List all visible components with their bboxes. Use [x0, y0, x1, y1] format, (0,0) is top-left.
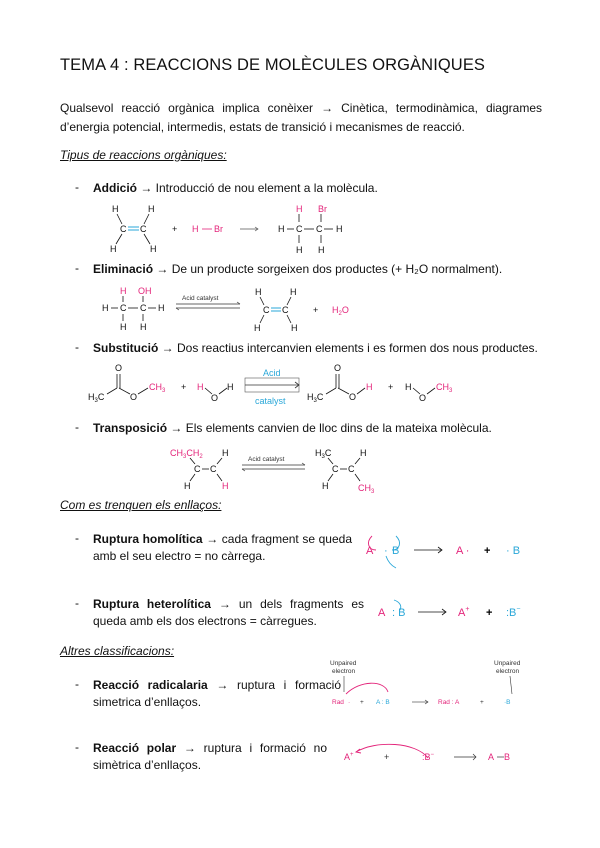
section-heading-types: Tipus de reaccions orgàniques:: [60, 148, 227, 162]
svg-text:O: O: [115, 363, 123, 373]
page-title: TEMA 4 : REACCIONS DE MOLÈCULES ORGÀNIQUES: [60, 56, 486, 74]
svg-text:H: H: [296, 204, 303, 214]
svg-text:+: +: [388, 382, 394, 392]
reaction-term: Reacció radicalaria: [93, 678, 208, 692]
reaction-term: Reacció polar: [93, 741, 177, 755]
acid-catalyst-label: Acid catalyst: [182, 295, 219, 302]
substitution-diagram: [85, 360, 475, 410]
reaction-desc: → ruptura i formació simetrica d’enllaços.: [93, 678, 341, 709]
svg-text:OH: OH: [138, 286, 152, 296]
svg-text:H: H: [227, 382, 234, 392]
svg-text:H: H: [291, 323, 298, 333]
svg-text:H: H: [278, 224, 285, 234]
svg-text:C: C: [348, 464, 355, 474]
reaction-polar: [93, 740, 327, 774]
catalyst-label: catalyst: [255, 396, 286, 406]
svg-text:H: H: [366, 382, 373, 392]
svg-text:+: +: [360, 699, 364, 706]
svg-text:B: B: [504, 752, 511, 762]
bullet-dash: -: [75, 180, 79, 194]
svg-text:H: H: [150, 244, 157, 254]
svg-text:H2O: $H_2O$: [332, 305, 349, 317]
reaction-eliminacio: [93, 261, 502, 278]
homolytic-diagram: [362, 528, 542, 572]
radical-diagram: [330, 656, 535, 716]
svg-text:H: H: [296, 245, 303, 255]
unpaired-label-2: electron: [332, 668, 356, 675]
atom-a: A: [366, 545, 374, 557]
unpaired-label-4: electron: [496, 668, 520, 675]
addition-diagram: [100, 200, 360, 260]
rupture-homolitica: [93, 531, 352, 565]
svg-text:A+: A+: [458, 606, 470, 619]
polar-diagram: [336, 736, 536, 772]
svg-text:H: H: [140, 322, 147, 332]
svg-text:+: +: [384, 752, 390, 762]
svg-text:H: H: [360, 448, 367, 458]
heterolytic-diagram: [372, 594, 547, 630]
svg-text:A: A: [378, 607, 386, 619]
svg-text:A+: A+: [344, 752, 354, 762]
reaction-substitucio: [93, 340, 538, 357]
reaction-radicalaria: [93, 677, 341, 711]
svg-text:+: +: [484, 545, 491, 557]
reaction-term: Addició: [93, 181, 137, 195]
svg-text:Rad : A: Rad : A: [438, 699, 460, 706]
rupture-term: Ruptura homolítica: [93, 532, 203, 546]
svg-text:: B: : B: [392, 607, 406, 619]
svg-text:H3C: $H_3C$: [307, 392, 324, 404]
svg-text:+: +: [480, 699, 484, 706]
bullet-dash: -: [75, 531, 79, 545]
svg-text:·B: ·B: [504, 699, 511, 706]
svg-text::B−: :B−: [422, 752, 435, 762]
svg-text:O: O: [349, 392, 357, 402]
svg-text:·: ·: [348, 699, 351, 706]
svg-text:H: H: [110, 244, 117, 254]
svg-text:CH3: $CH_3$: [358, 483, 375, 495]
svg-text:H: H: [222, 481, 229, 491]
svg-text:+: +: [172, 224, 178, 234]
svg-text:H3C: $H_3C$: [315, 448, 332, 460]
section-heading-bonds: Com es trenquen els enllaços:: [60, 498, 222, 512]
svg-text:H: H: [120, 286, 127, 296]
svg-text:H: H: [120, 322, 127, 332]
reaction-term: Substitució: [93, 341, 159, 355]
bullet-dash: -: [75, 596, 79, 610]
acid-label: Acid: [263, 368, 281, 378]
svg-text:C: C: [210, 464, 217, 474]
svg-text:C: C: [296, 224, 303, 234]
svg-text:C: C: [120, 224, 127, 234]
reaction-desc: → Introducció de nou element a la molècula.: [137, 181, 378, 195]
svg-text:Br: Br: [214, 224, 223, 234]
svg-text:H: H: [222, 448, 229, 458]
svg-text:H3C: $H_3C$: [88, 392, 105, 404]
reaction-desc: → Dos reactius intercanvien elements i es formen dos nous productes.: [158, 341, 538, 355]
svg-text:C: C: [140, 303, 147, 313]
transposition-diagram: [160, 444, 390, 496]
svg-text:A: A: [488, 752, 495, 762]
svg-text:· B: · B: [506, 545, 521, 557]
svg-text:O: O: [130, 392, 138, 402]
bullet-dash: -: [75, 261, 79, 275]
svg-text:+: +: [486, 607, 493, 619]
reaction-desc: → ruptura i formació no simètrica d’enllaços.: [93, 741, 328, 772]
bullet-dash: -: [75, 420, 79, 434]
intro-paragraph: Qualsevol reacció orgànica implica conèixer → Cinètica, termodinàmica, diagrames d’energia potencial, intermedis, estats de transició i mecanismes de reacció.: [60, 101, 542, 134]
reaction-term: Eliminació: [93, 262, 154, 276]
rupture-desc: → un dels fragments es queda amb els dos electrons = càrregues.: [93, 597, 364, 628]
svg-text:H: H: [405, 382, 412, 392]
svg-text:+: +: [313, 305, 319, 315]
svg-text:CH3: $CH_3$: [149, 382, 166, 394]
reaction-transposicio: [93, 420, 492, 437]
svg-text:H: H: [102, 303, 109, 313]
svg-text:C: C: [120, 303, 127, 313]
svg-text:C: C: [140, 224, 147, 234]
svg-text:C: C: [282, 305, 289, 315]
elimination-diagram: [100, 283, 370, 338]
rupture-term: Ruptura heterolítica: [93, 597, 211, 611]
svg-text:H: H: [148, 204, 155, 214]
svg-text:H: H: [158, 303, 165, 313]
rad-label: Rad: [332, 699, 344, 706]
svg-text:H: H: [322, 481, 329, 491]
reaction-addicio: [93, 180, 378, 197]
unpaired-label-3: Unpaired: [494, 660, 521, 667]
svg-text:H: H: [318, 245, 325, 255]
svg-text:H: H: [197, 382, 204, 392]
section-heading-other: Altres classificacions:: [60, 644, 175, 658]
svg-text:H: H: [112, 204, 119, 214]
bullet-dash: -: [75, 677, 79, 691]
rupture-desc: → cada fragment se queda amb el seu electro = no càrrega.: [93, 532, 353, 563]
svg-text:H: H: [290, 287, 297, 297]
svg-text:C: C: [332, 464, 339, 474]
svg-text:C: C: [316, 224, 323, 234]
svg-text:C: C: [263, 305, 270, 315]
acid-catalyst-label: Acid catalyst: [248, 456, 285, 463]
bullet-dash: -: [75, 740, 79, 754]
svg-text:O: O: [419, 393, 427, 403]
svg-text:CH3CH2: $CH_3CH_2$: [170, 448, 203, 460]
rupture-heterolitica: [93, 596, 364, 630]
svg-text:H: H: [254, 323, 261, 333]
svg-text:O: O: [211, 393, 219, 403]
svg-text:C: C: [194, 464, 201, 474]
svg-text:Br: Br: [318, 204, 327, 214]
svg-text:A ·: A ·: [456, 545, 470, 557]
svg-text:+: +: [181, 382, 187, 392]
atom-b: B: [392, 545, 400, 557]
reaction-desc: → Els elements canvien de lloc dins de la mateixa molècula.: [167, 421, 492, 435]
svg-text:H: H: [184, 481, 191, 491]
svg-text::B−: :B−: [506, 606, 521, 619]
svg-text:CH3: $CH_3$: [436, 382, 453, 394]
svg-text:A : B: A : B: [376, 699, 390, 706]
svg-text:H: H: [192, 224, 199, 234]
bullet-dash: -: [75, 340, 79, 354]
svg-text:O: O: [334, 363, 342, 373]
reaction-term: Transposició: [93, 421, 168, 435]
svg-text:H: H: [336, 224, 343, 234]
svg-text:·: ·: [384, 545, 388, 557]
svg-text:H: H: [255, 287, 262, 297]
unpaired-label-1: Unpaired: [330, 660, 357, 667]
reaction-desc: → De un producte sorgeixen dos productes (+ H₂O normalment).: [153, 262, 503, 276]
